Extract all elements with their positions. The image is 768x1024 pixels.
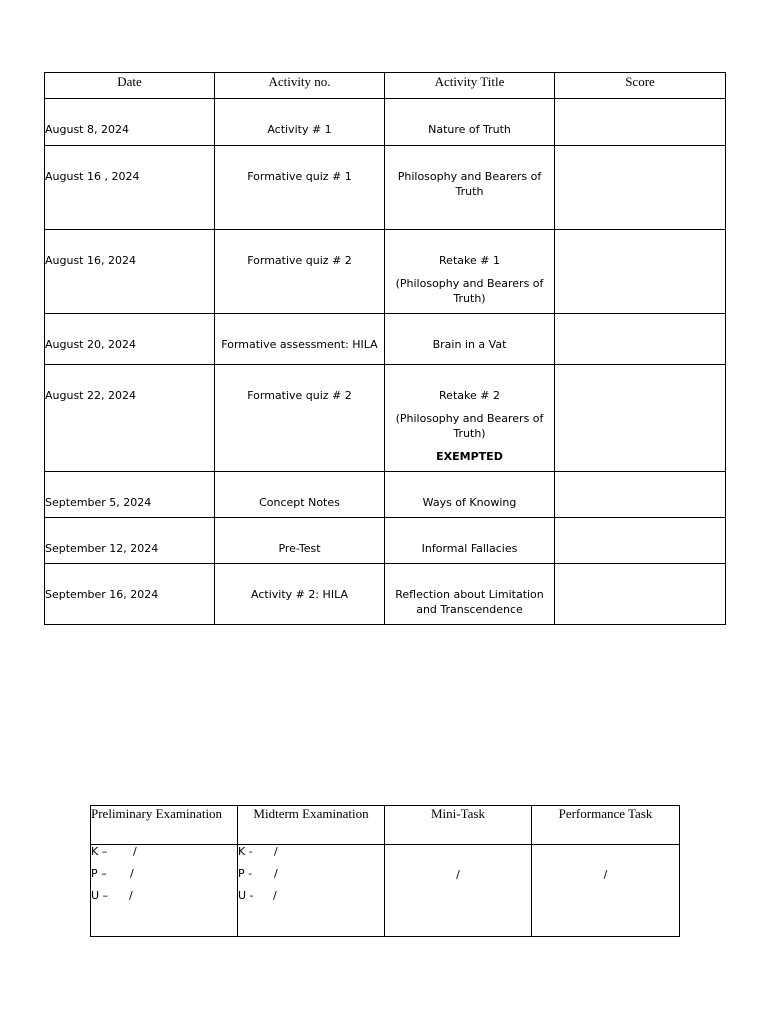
k-slash: /	[133, 845, 137, 858]
title-cell	[385, 472, 555, 518]
score-cell	[555, 314, 726, 365]
date-cell	[45, 99, 215, 146]
date-text: August 22, 2024	[45, 389, 136, 402]
table-row	[45, 314, 726, 365]
activity-no-cell	[215, 365, 385, 472]
title-text: Retake # 2	[439, 389, 500, 402]
score-cell	[555, 99, 726, 146]
activity-no-text: Formative quiz # 2	[247, 254, 352, 267]
grades-header-row	[91, 806, 680, 845]
midterm-scores-cell	[238, 845, 385, 937]
date-text: September 16, 2024	[45, 588, 159, 601]
header-date: Date	[45, 73, 215, 99]
u-slash: /	[129, 889, 133, 902]
title-text: Nature of Truth	[428, 123, 511, 136]
score-cell	[555, 518, 726, 564]
table-row	[45, 146, 726, 230]
u-score-line	[238, 889, 384, 911]
k-score-line	[238, 845, 384, 867]
table-row	[45, 99, 726, 146]
table-row	[45, 365, 726, 472]
date-cell	[45, 564, 215, 625]
activity-no-text: Formative quiz # 1	[247, 170, 352, 183]
header-midterm-examination: Midterm Examination	[238, 806, 385, 845]
title-cell	[385, 146, 555, 230]
u-slash: /	[273, 889, 277, 902]
activity-no-cell	[215, 230, 385, 314]
date-cell	[45, 314, 215, 365]
u-score-line	[91, 889, 237, 911]
exempted-label: EXEMPTED	[436, 450, 503, 463]
date-text: August 8, 2024	[45, 123, 129, 136]
header-activity-title: Activity Title	[385, 73, 555, 99]
date-text: August 16, 2024	[45, 254, 136, 267]
header-mini-task: Mini-Task	[385, 806, 532, 845]
title-subtext: (Philosophy and Bearers of Truth)	[395, 277, 544, 305]
k-label: K –	[91, 845, 108, 858]
grades-table	[90, 805, 680, 937]
activity-table	[44, 72, 726, 625]
score-cell	[555, 230, 726, 314]
title-cell	[385, 99, 555, 146]
table-row	[45, 230, 726, 314]
p-score-line	[91, 867, 237, 889]
activity-no-cell	[215, 518, 385, 564]
title-cell	[385, 314, 555, 365]
date-text: September 5, 2024	[45, 496, 152, 509]
title-text: Informal Fallacies	[421, 542, 518, 555]
title-text: Philosophy and Bearers of Truth	[397, 170, 542, 198]
mini-task-score-cell: /	[385, 845, 532, 937]
title-text: Ways of Knowing	[422, 496, 517, 509]
activity-no-text: Concept Notes	[259, 496, 340, 509]
activity-no-text: Formative quiz # 2	[247, 389, 352, 402]
header-preliminary-examination: Preliminary Examination	[91, 806, 238, 845]
performance-task-score-cell: /	[532, 845, 680, 937]
k-score-line	[91, 845, 237, 867]
title-subtext: (Philosophy and Bearers of Truth)	[395, 412, 544, 440]
u-label: U -	[238, 889, 254, 902]
date-cell	[45, 146, 215, 230]
header-activity-no: Activity no.	[215, 73, 385, 99]
preliminary-scores-cell	[91, 845, 238, 937]
score-cell	[555, 146, 726, 230]
p-label: P -	[238, 867, 253, 880]
date-text: August 20, 2024	[45, 338, 136, 351]
activity-no-cell	[215, 564, 385, 625]
p-score-line	[238, 867, 384, 889]
date-cell	[45, 518, 215, 564]
activity-no-cell	[215, 314, 385, 365]
header-performance-task: Performance Task	[532, 806, 680, 845]
score-cell	[555, 564, 726, 625]
title-cell	[385, 365, 555, 472]
title-text: Brain in a Vat	[432, 338, 507, 351]
activity-no-text: Formative assessment: HILA	[221, 338, 378, 351]
score-cell	[555, 365, 726, 472]
score-cell	[555, 472, 726, 518]
header-score: Score	[555, 73, 726, 99]
activity-no-text: Activity # 2: HILA	[251, 588, 348, 601]
activity-no-text: Pre-Test	[278, 542, 321, 555]
k-slash: /	[274, 845, 278, 858]
p-slash: /	[130, 867, 134, 880]
title-text: Retake # 1	[439, 254, 500, 267]
p-slash: /	[274, 867, 278, 880]
title-cell	[385, 564, 555, 625]
table-row	[45, 518, 726, 564]
title-cell	[385, 518, 555, 564]
date-text: August 16 , 2024	[45, 170, 140, 183]
title-text: Reflection about Limitation and Transcendence	[395, 588, 544, 616]
date-cell	[45, 230, 215, 314]
table-header-row	[45, 73, 726, 99]
u-label: U –	[91, 889, 109, 902]
date-cell	[45, 472, 215, 518]
title-cell	[385, 230, 555, 314]
activity-no-cell	[215, 472, 385, 518]
p-label: P –	[91, 867, 107, 880]
grades-row	[91, 845, 680, 937]
table-row	[45, 472, 726, 518]
table-row	[45, 564, 726, 625]
activity-no-cell	[215, 99, 385, 146]
activity-no-cell	[215, 146, 385, 230]
activity-no-text: Activity # 1	[267, 123, 332, 136]
date-cell	[45, 365, 215, 472]
date-text: September 12, 2024	[45, 542, 159, 555]
k-label: K -	[238, 845, 253, 858]
